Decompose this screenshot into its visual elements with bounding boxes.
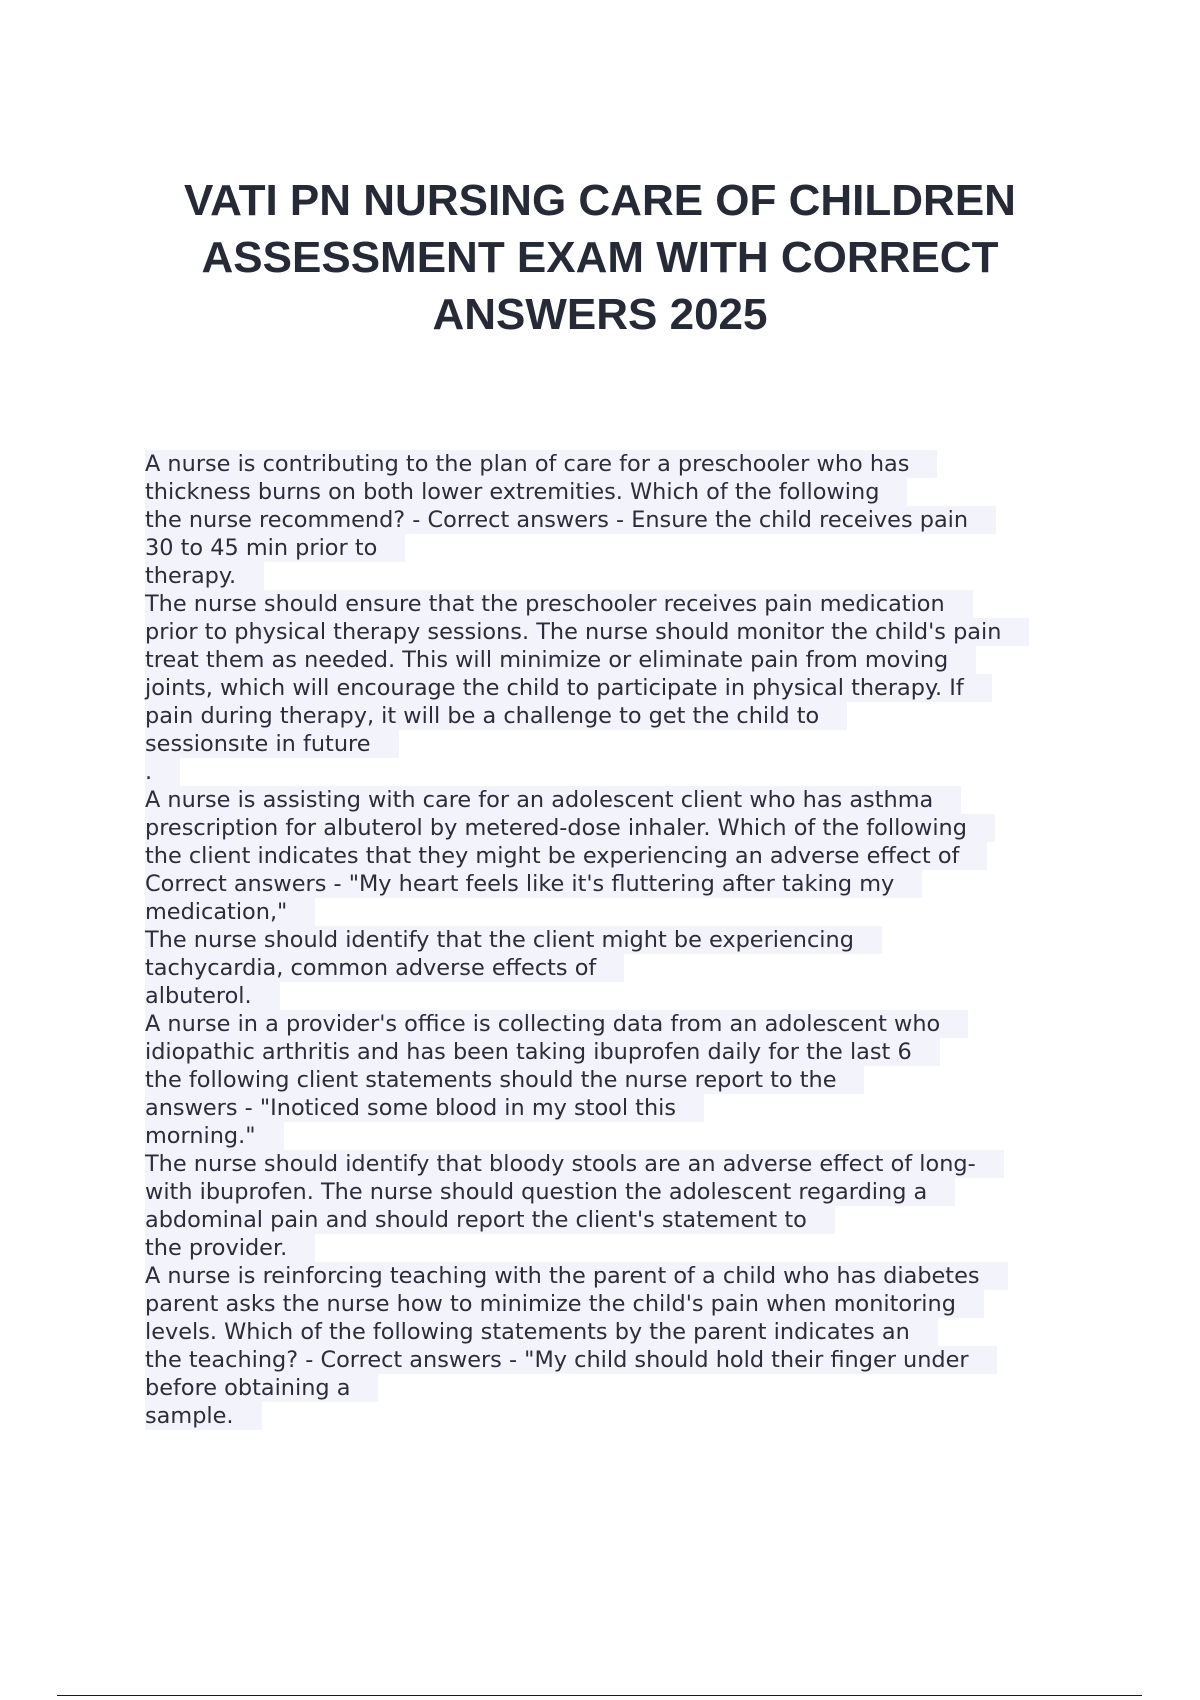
body-line: 30 to 45 min prior to xyxy=(145,534,1145,562)
body-line: The nurse should identify that the client might be experiencing xyxy=(145,926,1145,954)
body-line: prescription for albuterol by metered-dose inhaler. Which of the following xyxy=(145,814,1145,842)
body-line: medication," xyxy=(145,898,1145,926)
title-line: VATI PN NURSING CARE OF CHILDREN xyxy=(184,176,1016,225)
body-line: The nurse should ensure that the preschooler receives pain medication xyxy=(145,590,1145,618)
body-line: answers - "Inoticed some blood in my stool this xyxy=(145,1094,1145,1122)
body-line: with ibuprofen. The nurse should question the adolescent regarding a xyxy=(145,1178,1145,1206)
body-line: before obtaining a xyxy=(145,1374,1145,1402)
body-line: albuterol. xyxy=(145,982,1145,1010)
body-line: sessionsıte in future xyxy=(145,730,1145,758)
body-line: parent asks the nurse how to minimize the child's pain when monitoring xyxy=(145,1290,1145,1318)
body-line: morning." xyxy=(145,1122,1145,1150)
body-line: A nurse is assisting with care for an adolescent client who has asthma xyxy=(145,786,1145,814)
body-line: the following client statements should the nurse report to the xyxy=(145,1066,1145,1094)
body-line: sample. xyxy=(145,1402,1145,1430)
body-line: the teaching? - Correct answers - "My child should hold their finger under xyxy=(145,1346,1145,1374)
body-line: joints, which will encourage the child to participate in physical therapy. If xyxy=(145,674,1145,702)
body-line: tachycardia, common adverse effects of xyxy=(145,954,1145,982)
body-line: A nurse is contributing to the plan of care for a preschooler who has xyxy=(145,450,1145,478)
body-line: The nurse should identify that bloody stools are an adverse effect of long- xyxy=(145,1150,1145,1178)
body-line: idiopathic arthritis and has been taking ibuprofen daily for the last 6 xyxy=(145,1038,1145,1066)
body-line: the provider. xyxy=(145,1234,1145,1262)
title-line: ASSESSMENT EXAM WITH CORRECT xyxy=(201,233,999,282)
body-line: levels. Which of the following statements by the parent indicates an xyxy=(145,1318,1145,1346)
body-line: thickness burns on both lower extremities. Which of the following xyxy=(145,478,1145,506)
body-line: treat them as needed. This will minimize or eliminate pain from moving xyxy=(145,646,1145,674)
body-line: pain during therapy, it will be a challenge to get the child to xyxy=(145,702,1145,730)
document-title xyxy=(100,172,1100,343)
body-line: . xyxy=(145,758,1145,786)
body-line: the nurse recommend? - Correct answers - Ensure the child receives pain xyxy=(145,506,1145,534)
title-line: ANSWERS 2025 xyxy=(432,290,768,339)
body-line: therapy. xyxy=(145,562,1145,590)
body-line: abdominal pain and should report the client's statement to xyxy=(145,1206,1145,1234)
document-body xyxy=(145,450,1145,1430)
body-line: the client indicates that they might be experiencing an adverse effect of xyxy=(145,842,1145,870)
body-line: Correct answers - "My heart feels like it's fluttering after taking my xyxy=(145,870,1145,898)
body-line: A nurse is reinforcing teaching with the parent of a child who has diabetes xyxy=(145,1262,1145,1290)
body-line: prior to physical therapy sessions. The nurse should monitor the child's pain xyxy=(145,618,1145,646)
body-line: A nurse in a provider's office is collecting data from an adolescent who xyxy=(145,1010,1145,1038)
footer-divider xyxy=(57,1695,1142,1696)
